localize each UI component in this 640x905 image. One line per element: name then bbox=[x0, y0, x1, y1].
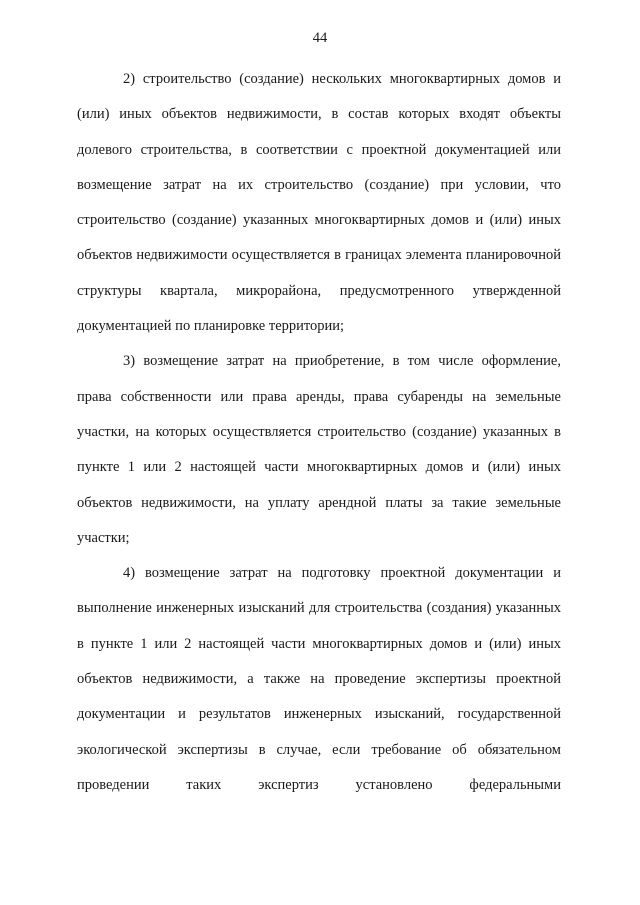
document-body bbox=[77, 62, 561, 803]
page-number: 44 bbox=[312, 30, 328, 46]
paragraph-item-3: 3) возмещение затрат на приобретение, в том числе оформление, права собственности или права аренды, права субаренды на земельные участки, на которых осуществляется строительство (создание) указанных в пункте 1 или 2 настоящей части многоквартирных домов и (или) иных объектов недвижимости, на уплату арендной платы за такие земельные участки; bbox=[77, 353, 561, 546]
paragraph-item-4: 4) возмещение затрат на подготовку проектной документации и выполнение инженерных изысканий для строительства (создания) указанных в пункте 1 или 2 настоящей части многоквартирных домов и (или) иных объектов недвижимости, а также на проведение экспертизы проектной документации и результатов инженерных изысканий, государственной экологической экспертизы в случае, если требование об обязательном проведении таких экспертиз установлено федеральными bbox=[77, 565, 561, 793]
paragraph-item-2: 2) строительство (создание) нескольких многоквартирных домов и (или) иных объектов недвижимости, в состав которых входят объекты долевого строительства, в соответствии с проектной документацией или возмещение затрат на их строительство (создание) при условии, что строительство (создание) указанных многоквартирных домов и (или) иных объектов недвижимости осуществляется в границах элемента планировочной структуры квартала, микрорайона, предусмотренного утвержденной документацией по планировке территории; bbox=[77, 71, 561, 335]
